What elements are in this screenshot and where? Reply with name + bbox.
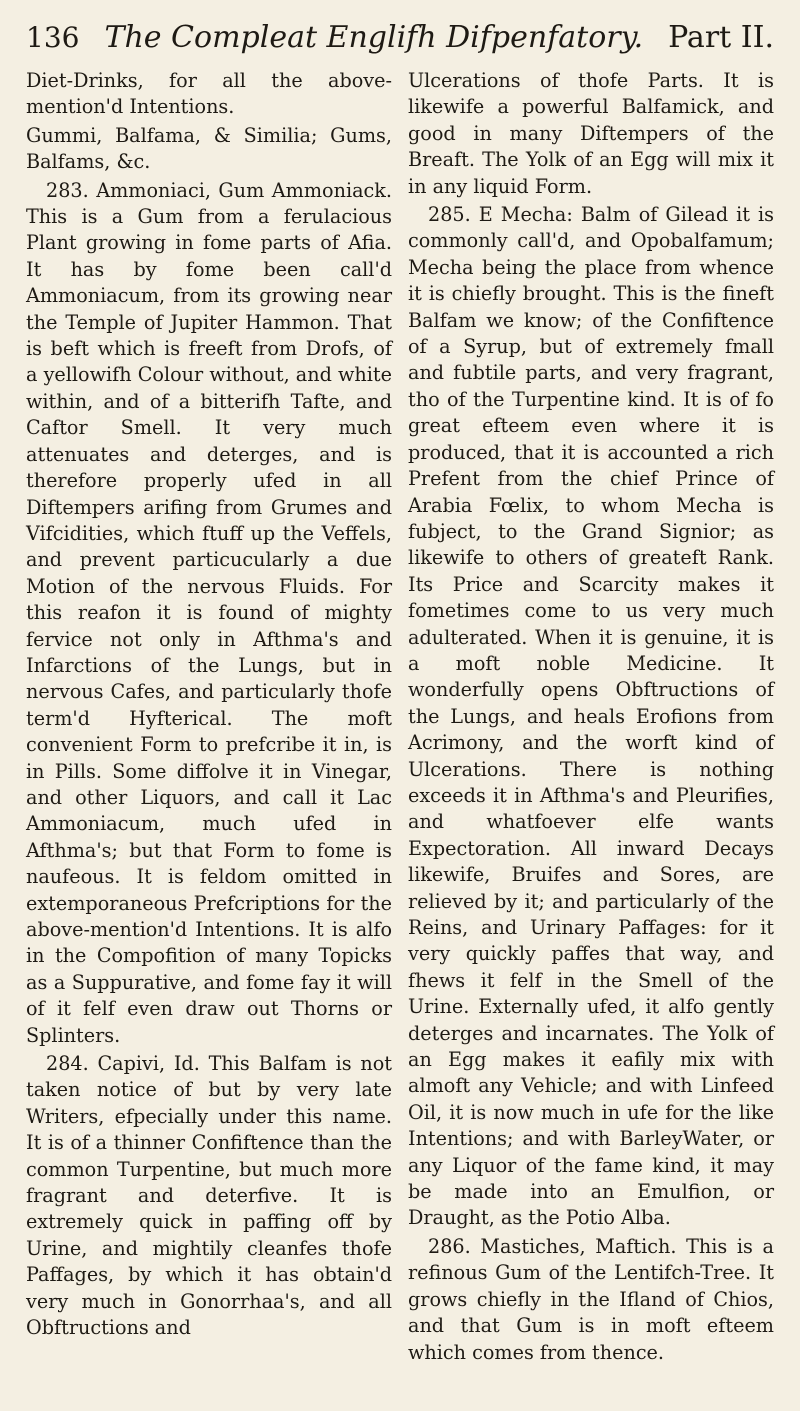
entry-284: 284. Capivi, Id. This Balfam is not taken notice of but by very late Writers, efpecially under this name. It is of a thinner Confiftence than the common Turpentine, but much more fragrant and deterfive. It is extremely quick in paffing off by Urine, and mightily cleanfes thofe Paffages, by which it has obtain'd very much in Gonorrhaa's, and all Obftructions and — [26, 1052, 392, 1340]
page-number: 136 — [26, 21, 80, 54]
book-title: The Compleat Englifh Difpenfatory. — [104, 20, 644, 55]
left-column — [26, 68, 392, 1366]
part-label: Part II. — [668, 20, 774, 55]
text-columns — [26, 68, 774, 1366]
paragraph: Ulcerations of thofe Parts. It is likewife a powerful Balfamick, and good in many Diftempers of the Breaft. The Yolk of an Egg will mix it in any liquid Form. — [408, 69, 774, 198]
paragraph: Gummi, Balfama, & Similia; Gums, Balfams, &c. — [26, 123, 392, 174]
entry-285: 285. E Mecha: Balm of Gilead it is commonly call'd, and Opobalfamum; Mecha being the place from whence it is chiefly brought. This is the fineft Balfam we know; of the Confiftence of a Syrup, but of extremely fmall and fubtile parts, and very fragrant, tho of the Turpentine kind. It is of fo great efteem even where it is produced, that it is accounted a rich Prefent from the chief Prince of Arabia Fœlix, to whom Mecha is fubject, to the Grand Signior; as likewife to others of greateft Rank. Its Price and Scarcity makes it fometimes come to us very much adulterated. When it is genuine, it is a moft noble Medicine. It wonderfully opens Obftructions of the Lungs, and heals Erofions from Acrimony, and the worft kind of Ulcerations. There is nothing exceeds it in Afthma's and Pleurifies, and whatfoever elfe wants Expectoration. All inward Decays likewife, Bruifes and Sores, are relieved by it; and particularly of the Reins, and Urinary Paffages: for it very quickly paffes that way, and fhews it felf in the Smell of the Urine. Externally ufed, it alfo gently deterges and incarnates. The Yolk of an Egg makes it eafily mix with almoft any Vehicle; and with Linfeed Oil, it is now much in ufe for the like Intentions; and with BarleyWater, or any Liquor of the fame kind, it may be made into an Emulfion, or Draught, as the Potio Alba. — [408, 203, 774, 1230]
entry-283: 283. Ammoniaci, Gum Ammoniack. This is a Gum from a ferulacious Plant growing in fome parts of Afia. It has by fome been call'd Ammoniacum, from its growing near the Temple of Jupiter Hammon. That is beft which is freeft from Drofs, of a yellowifh Colour without, and white within, and of a bitterifh Tafte, and Caftor Smell. It very much attenuates and deterges, and is therefore properly ufed in all Diftempers arifing from Grumes and Vifcidities, which ftuff up the Veffels, and prevent particucularly a due Motion of the nervous Fluids. For this reafon it is found of mighty fervice not only in Afthma's and Infarctions of the Lungs, but in nervous Cafes, and particularly thofe term'd Hyfterical. The moft convenient Form to prefcribe it in, is in Pills. Some diffolve it in Vinegar, and other Liquors, and call it Lac Ammoniacum, much ufed in Afthma's; but that Form to fome is naufeous. It is feldom omitted in extemporaneous Prefcriptions for the above-mention'd Intentions. It is alfo in the Compofition of many Topicks as a Suppurative, and fome fay it will of it felf even draw out Thorns or Splinters. — [26, 178, 392, 1047]
entry-286: 286. Mastiches, Maftich. This is a refinous Gum of the Lentifch-Tree. It grows chiefly in the Ifland of Chios, and that Gum is in moft efteem which comes from thence. — [408, 1234, 774, 1364]
paragraph: Diet-Drinks, for all the above-mention'd Intentions. — [26, 69, 392, 119]
right-column — [408, 68, 774, 1366]
running-header — [26, 18, 774, 58]
